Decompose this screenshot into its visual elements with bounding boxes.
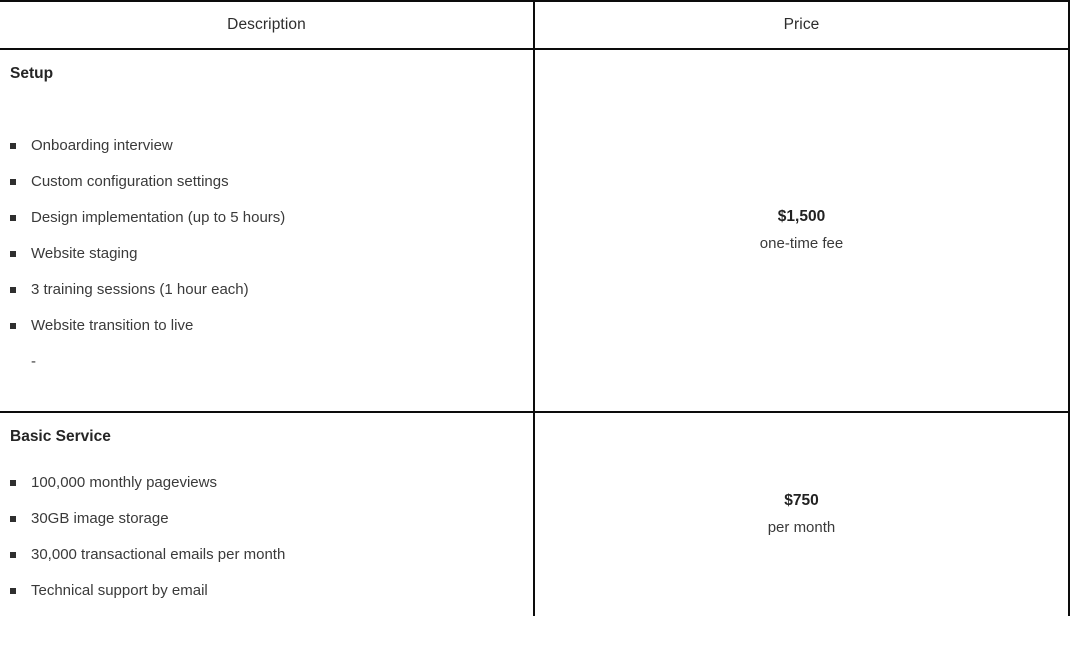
feature-item — [10, 135, 523, 157]
price-amount: $1,500 — [777, 208, 826, 225]
trailing-dash-text: - — [31, 353, 36, 370]
table-row — [0, 413, 1070, 616]
feature-text: Onboarding interview — [31, 137, 173, 154]
feature-text: 30,000 transactional emails per month — [31, 546, 286, 563]
feature-item — [10, 315, 523, 337]
table-body — [0, 50, 1070, 616]
feature-text: 30GB image storage — [31, 510, 169, 527]
feature-item — [10, 279, 523, 301]
column-header-description: Description — [0, 2, 535, 48]
feature-item — [10, 243, 523, 265]
feature-list — [10, 135, 523, 337]
square-bullet-icon — [10, 480, 16, 486]
column-header-price: Price — [535, 2, 1070, 48]
square-bullet-icon — [10, 143, 16, 149]
feature-text: 100,000 monthly pageviews — [31, 474, 217, 491]
price-note: per month — [767, 519, 836, 536]
feature-item — [10, 207, 523, 229]
feature-text: Website transition to live — [31, 317, 194, 334]
feature-item — [10, 580, 523, 602]
square-bullet-icon — [10, 552, 16, 558]
square-bullet-icon — [10, 287, 16, 293]
feature-text: Design implementation (up to 5 hours) — [31, 209, 286, 226]
feature-text: Website staging — [31, 245, 138, 262]
table-row — [0, 50, 1070, 413]
feature-text: Custom configuration settings — [31, 173, 229, 190]
price-cell — [535, 413, 1070, 616]
price-cell — [535, 50, 1070, 411]
service-title: Basic Service — [10, 428, 111, 445]
description-cell — [0, 50, 535, 411]
square-bullet-icon — [10, 215, 16, 221]
square-bullet-icon — [10, 588, 16, 594]
square-bullet-icon — [10, 323, 16, 329]
table-header-row — [0, 2, 1070, 50]
square-bullet-icon — [10, 516, 16, 522]
description-cell — [0, 413, 535, 616]
square-bullet-icon — [10, 179, 16, 185]
feature-item — [10, 472, 523, 494]
feature-list — [10, 472, 523, 602]
feature-text: 3 training sessions (1 hour each) — [31, 281, 249, 298]
service-title: Setup — [10, 65, 54, 82]
feature-item — [10, 544, 523, 566]
feature-item — [10, 508, 523, 530]
feature-item — [10, 171, 523, 193]
price-amount: $750 — [784, 492, 819, 509]
feature-text: Technical support by email — [31, 582, 208, 599]
price-note: one-time fee — [759, 235, 844, 252]
square-bullet-icon — [10, 251, 16, 257]
